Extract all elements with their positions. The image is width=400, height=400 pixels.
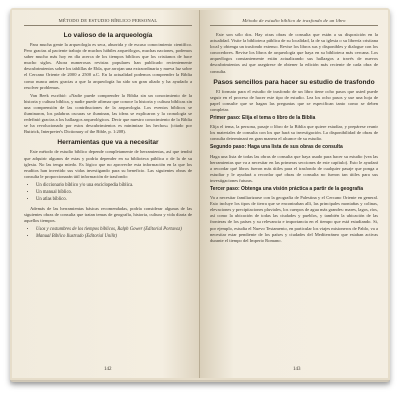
step-title: Segundo paso: Haga una lista de sus obras de consulta [210, 144, 343, 151]
step-2 [210, 144, 378, 151]
list-item: • Manual Bíblico Ilustrado (Editorial Unilit) [36, 233, 192, 240]
open-book [10, 8, 390, 382]
left-page [12, 10, 200, 378]
step-title: Primer paso: Elija el tema o libro de la Biblia [210, 115, 316, 122]
references-list [36, 226, 192, 240]
list-item: • Usos y costumbres de los tiempos bíblicos, Ralph Gower (Editorial Portavoz) [36, 226, 192, 233]
step-text: Va a necesitar familiarizarse con la geografía de Palestina y el Cercano Oriente en general. Esto incluye los tipos de tierra que se encontraban allí, las principales montañas y colinas, elevaciones y precipitaciones pluviales, los cuerpos de agua más grandes: mares, lagos, ríos, así como la ubicación de todas las ciudades y pueblos, y también la ubicación de las fronteras de los países y su relevancia e importancia en el tiempo que está estudiando. Si, por ejemplo, estudia el Nuevo Testamento, en particular los viajes misioneros de Pablo, va a necesitar estar pendiente de los países y ciudades del Mediterráneo que estaban activas durante el tiempo del Imperio Romano. [210, 195, 378, 243]
step-title: Tercer paso: Obtenga una visión práctica a partir de la geografía [210, 185, 364, 192]
list-item: • Un atlas bíblico. [36, 196, 192, 203]
heading-arqueologia: Lo valioso de la arqueología [63, 32, 153, 39]
right-page [200, 10, 388, 378]
step-1 [210, 115, 378, 122]
list-item: • Un manual bíblico. [36, 189, 192, 196]
page-number-right: 143 [293, 367, 301, 372]
page-number-left: 142 [104, 367, 112, 372]
paragraph: Este método de estudio bíblico depende completamente de herramientas, así que tendrá que adquirir algunos de estas y podría depender en su biblioteca pública o de la de su iglesia. No las tenga miedo. Es lógico que no aproveche esta información en la que los eruditos han invertido sus vidas investigando para su beneficio. Las siguientes obras de consulta le proporcionarán útil información de trasfondo: [24, 149, 192, 179]
book-shadow [10, 380, 390, 386]
heading-herramientas: Herramientas que va a necesitar [57, 139, 159, 147]
paragraph: El formato para el estudio de trasfondo de un libro tiene ocho pasos que usted puede seguir en el proceso de hacer este tipo de estudio. Lea los ocho pasos y use una hoja de papel consulte que se hagan las preguntas que se especifican tanto como se deben completar. [210, 88, 378, 112]
paragraph: Para mucha gente la arqueología es seca, aburrida y de escaso conocimiento científico. Pero gracias al paciente trabajo de muchos hábiles arqueólogos, muchas naciones, podemos saber mucho más hoy en día acerca de los tiempos bíblicos que los cristianos de hace mucho siglos. Ahora numerosas revistas populares han publicado recientemente descubrimientos sobre los tablillas de Ebla, que arrojan una extraordinaria y nueva luz sobre el Cercano Oriente de 2000 a 2500 a.C. En la actualidad podemos comprender la Biblia como nunca antes gracias a que la arqueología ha sido un gran aliado y ha ayudado a resolver problemas. [24, 42, 192, 90]
list-item: • Un diccionario bíblico y/o una enciclopedia bíblica. [36, 182, 192, 189]
tools-list [36, 182, 192, 203]
step-text: Haga una lista de todas las obras de consulta que haya usado para hacer su estudio (vea las herramientas que va a necesitar en las primeras secciones de este capítulo). Esto le ayudará a recordar qué libros fueron más útiles para el trasfondo de cualquier pasaje que ponga a estudiar y le ayudará a recordar qué obras de consulta no fueron tan útiles para sus investigaciones futuras. [210, 153, 378, 183]
paragraph: Además de las herramientas básicas recomendadas, podría considerar algunas de las siguientes obras de consulta que tratan temas de geografía, historia, cultura y vida diaria de aquellos tiempos. [24, 205, 192, 224]
step-text: Elija el tema, la persona, pasaje o libro de la Biblia que quiere estudiar, y prepárese reunir los materiales de consulta con los que hará su investigación. La disponibilidad de obras de consulta determinará en gran manera el alcance de su estudio. [210, 124, 378, 142]
paragraph: Este son sólo dos. Hay otras obras de consulta que están a su disposición en la actualidad. Visite la biblioteca pública de su localidad, la de su iglesia o su librería cristiana local y obtenga un trasfondo extenso. Revise los libros sus y disponibles y dialogue con los conocedores. Revise los libros de arqueología que haya en su biblioteca más cercana. Los arqueólogos constantemente están actualizando sus hallazgos a través de nuevos descubrimientos así que asegúrese de obtener la edición más reciente de cada obra de consulta. [210, 32, 378, 74]
right-running-head: Método de estudio bíblico de trasfondo de un libro [210, 18, 378, 26]
paragraph: Van Beek escribió: «Nadie puede comprender la Biblia sin un conocimiento de la historia y cultura bíblica, y nadie puede afirmar que conoce la historia y cultura bíblicas sin una comprensión de las contribuciones de la arqueología. Los eventos bíblicos se iluminaron, los palabras oscuras se iluminan, las ideas se explicaron y la cronología se redefinió gracias a los hallazgos arqueológicos. Decir que nuestro conocimiento de la Biblia se ha revolucionado por estos descubrimientos es minimizar los hechos» (citado por Buttrick, Interpreter's Dictionary of the Bible, p. 1:208). [24, 92, 192, 135]
left-running-head: MÉTODO DE ESTUDIO BÍBLICO PERSONAL [24, 18, 192, 26]
step-3 [210, 186, 378, 193]
heading-pasos: Pasos sencillos para hacer su estudio de trasfondo [213, 78, 375, 86]
